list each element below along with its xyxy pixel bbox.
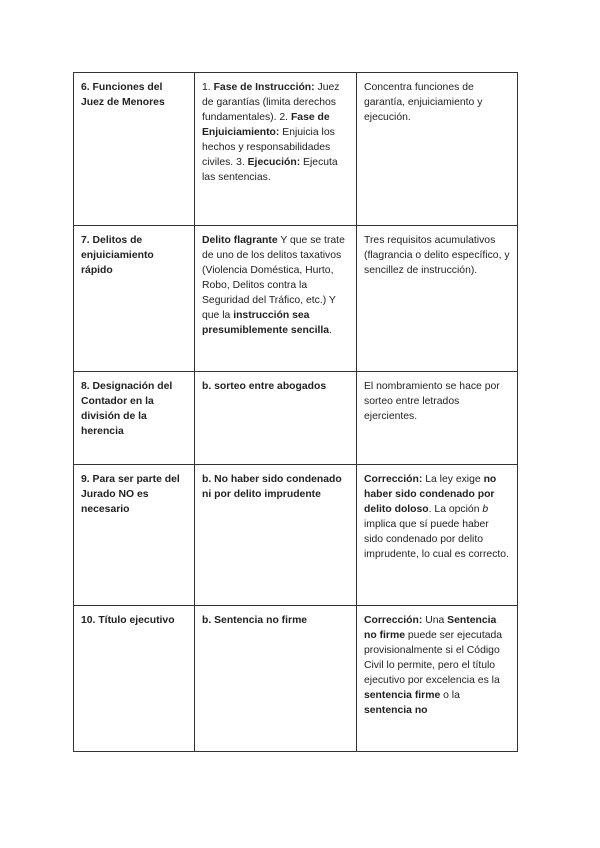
text-run: Tres requisitos acumulativos (flagrancia o delito específico, y sencillez de instrucción). [364,235,510,276]
comment-cell [357,73,518,226]
text-run: Juez de garantías (limita derechos fundamentales). 2. [202,82,340,123]
comment-cell [357,372,518,465]
comment-cell [357,465,518,606]
table-row [74,606,518,752]
question-term-cell: 10. Título ejecutivo [74,606,195,752]
text-run: Enjuicia los hechos y responsabilidades civiles. 3. [202,127,335,168]
question-term-cell: 6. Funciones del Juez de Menores [74,73,195,226]
bold-text: sentencia firme [364,690,441,701]
bold-text: Corrección: [364,474,423,485]
bold-text: Sentencia no firme [364,615,497,641]
question-term-cell: 8. Designación del Contador en la división de la herencia [74,372,195,465]
bold-text: Fase de Instrucción: [213,82,315,93]
questions-table [73,72,518,752]
comment-cell [357,606,518,752]
answer-cell [195,372,357,465]
bold-text: b. sorteo entre abogados [202,381,327,392]
comment-cell [357,226,518,372]
text-run: Ejecuta las sentencias. [202,157,338,183]
text-run: o la [440,690,460,701]
text-run: Una [422,615,448,626]
answer-cell [195,226,357,372]
text-run: La ley exige [422,474,484,485]
text-run: Y que se trate de uno de los delitos taxativos (Violencia Doméstica, Hurto, Robo, Delitos contra la Seguridad del Tráfico, etc.) Y que la [202,235,345,321]
text-run: . La opción [428,504,483,515]
table-row [74,465,518,606]
bold-text: instrucción sea presumiblemente sencilla [202,310,330,336]
bold-text: b. No haber sido condenado ni por delito imprudente [202,474,342,500]
answer-cell [195,606,357,752]
table-row [74,226,518,372]
answer-cell [195,465,357,606]
text-run: puede ser ejecutada provisionalmente si el Código Civil lo permite, pero el título ejecutivo por excelencia es la [364,630,503,686]
bold-text: Corrección: [364,615,423,626]
table-row [74,372,518,465]
bold-text: b. Sentencia no firme [202,615,308,626]
bold-text: no haber sido condenado por delito doloso [364,474,497,515]
bold-text: Fase de Enjuiciamiento: [202,112,330,138]
text-run: El nombramiento se hace por sorteo entre letrados ejercientes. [364,381,500,422]
question-term-cell: 9. Para ser parte del Jurado NO es necesario [74,465,195,606]
answer-cell [195,73,357,226]
bold-text: sentencia no [364,705,428,716]
bold-text: Ejecución: [247,157,301,168]
bold-text: Delito flagrante [202,235,278,246]
table-row [74,73,518,226]
text-run: Concentra funciones de garantía, enjuiciamiento y ejecución. [364,82,483,123]
italic-text: b [482,504,489,515]
text-run: 1. [202,82,214,93]
question-term-cell: 7. Delitos de enjuiciamiento rápido [74,226,195,372]
text-run: implica que sí puede haber sido condenado por delito imprudente, lo cual es correcto. [364,519,509,560]
text-run: . [329,325,332,336]
